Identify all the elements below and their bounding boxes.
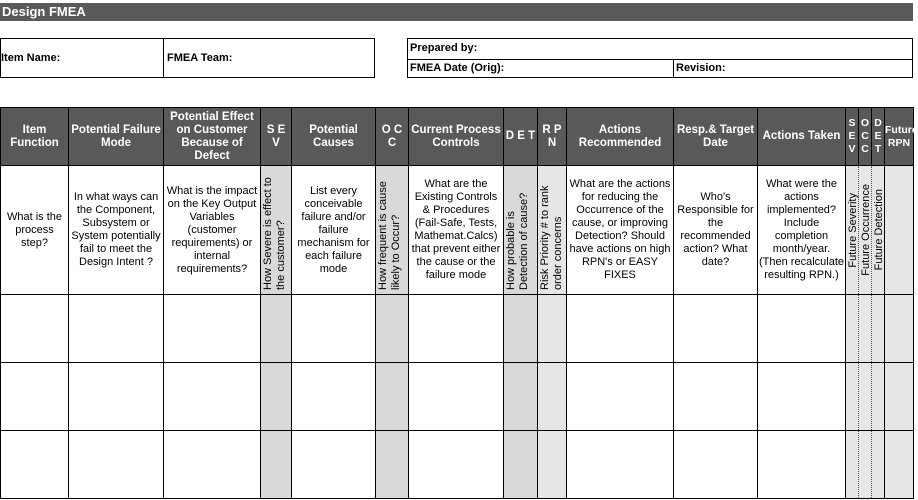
column-description [504,166,538,295]
column-description: What were the actions implemented? Include completion month/year. (Then recalculate resulting RPN.) [758,166,846,295]
table-cell[interactable] [872,431,885,499]
column-header: Future RPN [885,108,914,166]
table-cell[interactable] [538,295,567,363]
description-text: Future Occurrence [860,184,872,276]
column-description [885,166,914,295]
table-cell[interactable] [69,431,164,499]
fmea-table [0,107,918,499]
column-header: Actions Recommended [567,108,674,166]
table-cell[interactable] [261,431,292,499]
column-header: Potential Failure Mode [69,108,164,166]
column-description [261,166,292,295]
column-description: What are the Existing Controls & Procedures (Fail-Safe, Tests, Mathemat.Calcs) that prevent either the cause or the failure mode [409,166,504,295]
table-cell[interactable] [567,431,674,499]
table-cell[interactable] [504,431,538,499]
column-description: In what ways can the Component, Subsystem or System potentially fail to meet the Design Intent ? [69,166,164,295]
table-cell[interactable] [164,431,261,499]
column-header: O C C [376,108,409,166]
column-description [846,166,859,295]
table-cell[interactable] [758,431,846,499]
table-cell[interactable] [1,363,69,431]
table-cell[interactable] [1,431,69,499]
description-row [1,166,914,295]
table-cell[interactable] [1,295,69,363]
table-cell[interactable] [872,363,885,431]
prepared-box [407,38,913,78]
page-title: Design FMEA [0,3,913,21]
column-description [376,166,409,295]
column-header: D E T [504,108,538,166]
item-info-box [0,38,375,78]
column-description: List every conceivable failure and/or failure mechanism for each failure mode [292,166,376,295]
column-description: Who's Responsible for the recommended action? What date? [674,166,758,295]
table-cell[interactable] [504,295,538,363]
description-text: Future Severity [847,192,859,268]
table-cell[interactable] [567,295,674,363]
table-cell[interactable] [859,431,872,499]
table-cell[interactable] [376,431,409,499]
column-header: Potential Causes [292,108,376,166]
table-cell[interactable] [376,295,409,363]
table-cell[interactable] [846,431,859,499]
table-cell[interactable] [885,431,914,499]
table-cell[interactable] [409,295,504,363]
description-text: Risk Priority # to rank order concerns [539,184,564,290]
column-description [872,166,885,295]
table-cell[interactable] [292,431,376,499]
table-cell[interactable] [674,295,758,363]
table-cell[interactable] [846,295,859,363]
prepared-by-label: Prepared by: [410,42,478,54]
description-text: How frequent is cause likely to Occur? [377,180,402,290]
fmea-team-label: FMEA Team: [167,52,233,64]
table-cell[interactable] [504,363,538,431]
column-header: O C C [859,108,872,166]
table-cell[interactable] [674,431,758,499]
column-header: S E V [846,108,859,166]
table-cell[interactable] [885,363,914,431]
fmea-date-label: FMEA Date (Orig): [410,62,505,74]
table-cell[interactable] [872,295,885,363]
column-description: What is the impact on the Key Output Variables (customer requirements) or internal requirements? [164,166,261,295]
table-cell[interactable] [859,363,872,431]
table-cell[interactable] [409,431,504,499]
table-cell[interactable] [376,363,409,431]
table-cell[interactable] [292,295,376,363]
table-cell[interactable] [859,295,872,363]
table-cell[interactable] [69,363,164,431]
column-description [859,166,872,295]
table-row [1,431,914,499]
description-text: Future Detection [873,189,885,271]
column-header: Item Function [1,108,69,166]
table-cell[interactable] [164,295,261,363]
column-header: Actions Taken [758,108,846,166]
description-text: How Severe is effect to the customer? [262,176,287,290]
column-header: D E T [872,108,885,166]
description-text: How probable is Detection of cause? [505,192,530,290]
item-name-label: Item Name: [1,39,164,77]
table-cell[interactable] [164,363,261,431]
column-description: What is the process step? [1,166,69,295]
revision-label: Revision: [673,59,726,77]
table-row [1,363,914,431]
table-cell[interactable] [409,363,504,431]
table-cell[interactable] [758,295,846,363]
table-cell[interactable] [69,295,164,363]
table-cell[interactable] [538,363,567,431]
table-cell[interactable] [567,363,674,431]
table-cell[interactable] [846,363,859,431]
column-header: Resp.& Target Date [674,108,758,166]
table-cell[interactable] [261,295,292,363]
table-cell[interactable] [538,431,567,499]
table-cell[interactable] [674,363,758,431]
column-description: What are the actions for reducing the Occurrence of the cause, or improving Detection? Should have actions on high RPN's or EASY FIXES [567,166,674,295]
table-row [1,295,914,363]
column-description [538,166,567,295]
column-header: S E V [261,108,292,166]
column-header: Potential Effect on Customer Because of Defect [164,108,261,166]
table-cell[interactable] [758,363,846,431]
column-header: Current Process Controls [409,108,504,166]
table-cell[interactable] [261,363,292,431]
column-header: R P N [538,108,567,166]
table-cell[interactable] [292,363,376,431]
header-row [1,108,914,166]
table-cell[interactable] [885,295,914,363]
